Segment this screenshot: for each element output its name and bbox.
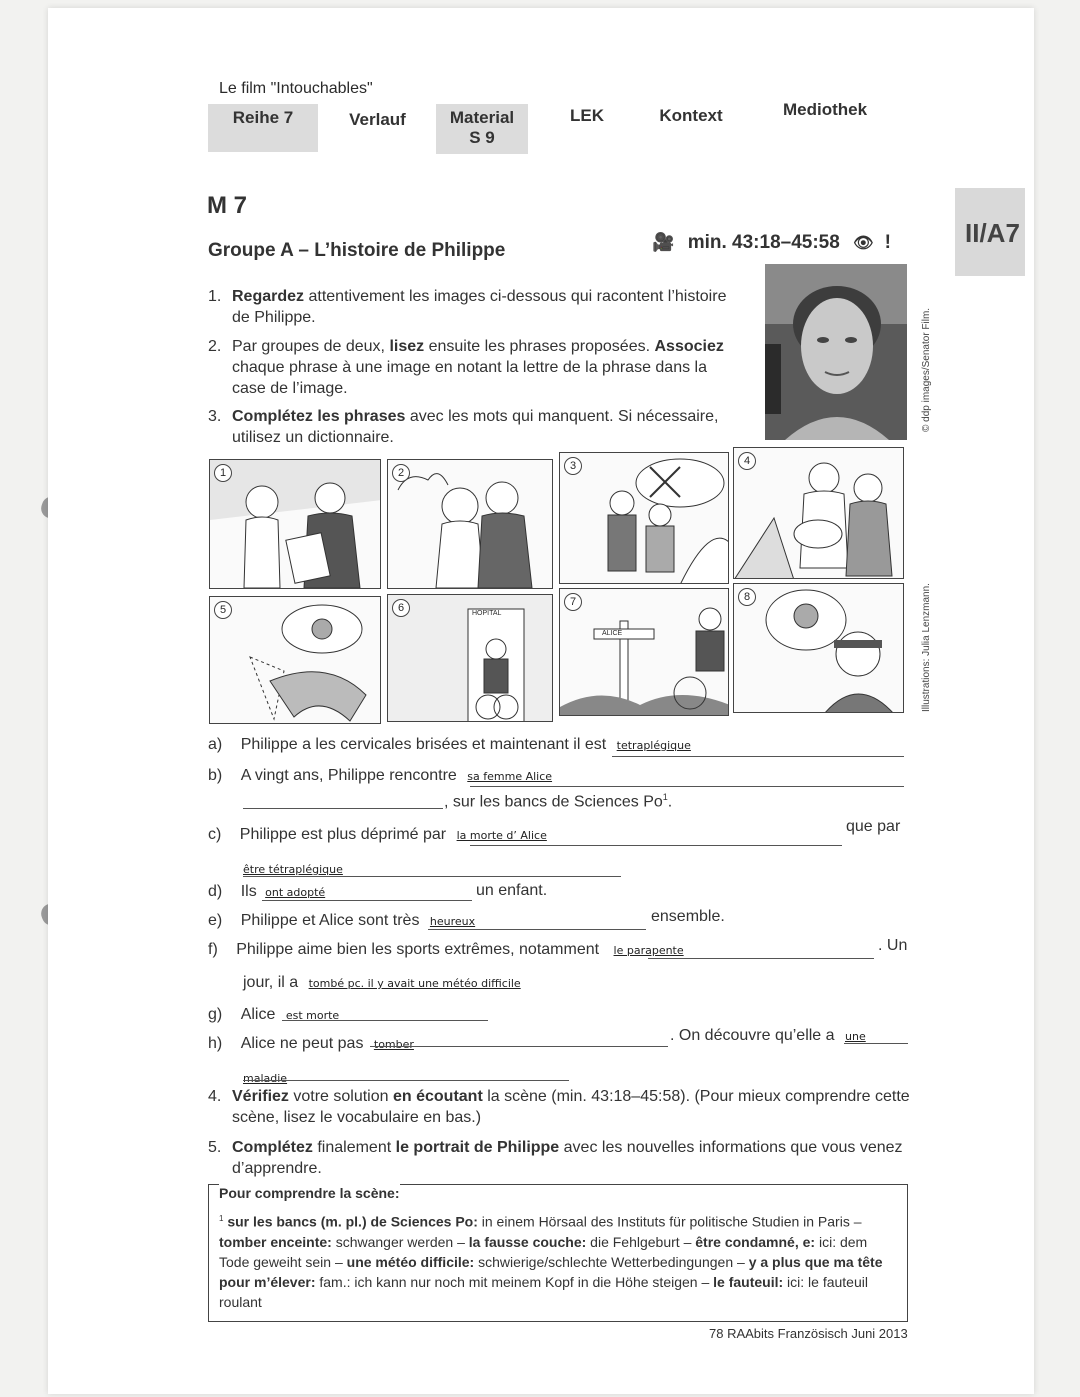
answer-line-c [470, 845, 842, 846]
comic-panel-8 [733, 583, 904, 713]
panel-8-number: 8 [738, 588, 756, 606]
answer-line-c2 [243, 876, 621, 877]
material-mark: M 7 [207, 192, 248, 219]
answer-f2[interactable]: tombé pc. il y avait une météo difficile [308, 977, 521, 990]
answer-g[interactable]: est morte [285, 1009, 340, 1022]
panel-5-drawing [210, 597, 381, 724]
exercise-a: a) Philippe a les cervicales brisées et maintenant il est tetraplégique [208, 736, 691, 753]
vocabulary-text: $^1$ sur les bancs (m. pl.) de Sciences Po: in einem Hörsaal des Instituts für politische Studien in Paris – tomber enceinte: schwanger werden – la fausse couche: die Fehlgeburt – être condamné, e: ici: dem Tode geweiht sein – une météo difficile: schwierige/schlechte Wetterbedingungen – y a plus que ma tête pour m’élever: fam.: ich kann nur noch mit meinem Kopf in die Höhe steigen – le fauteuil: ici: le fauteuil roulant [219, 1213, 883, 1310]
attention-mark: ! [884, 232, 891, 253]
panel-4-drawing [734, 448, 904, 579]
instruction-3: 3. Complétez les phrases avec les mots qui manquent. Si nécessaire, utilisez un dictionnaire. [208, 408, 719, 446]
instruction-2: 2. Par groupes de deux, lisez ensuite les phrases proposées. Associez chaque phrase à une image en notant la lettre de la phrase dans la case de l’image. [208, 338, 724, 397]
instruction-1: 1. Regardez attentivement les images ci-dessous qui racontent l’histoire de Philippe. [208, 288, 727, 326]
panel-5-number: 5 [214, 601, 232, 619]
film-title: Le film "Intouchables" [219, 80, 373, 97]
vocabulary-title: Pour comprendre la scène: [219, 1185, 400, 1201]
exercise-e: e) Philippe et Alice sont très heureux [208, 912, 476, 929]
answer-h2[interactable]: une [845, 1030, 866, 1043]
tab-kontext: Kontext [659, 106, 723, 125]
answer-line-d [262, 900, 472, 901]
grave-sign: ALICE [602, 630, 623, 637]
answer-c2[interactable]: être tétraplégique [243, 863, 343, 876]
time-range-row [652, 232, 891, 254]
panel-7-drawing [560, 589, 729, 716]
exercise-g: g) Alice est morte [208, 1006, 340, 1023]
answer-h3[interactable]: maladie [243, 1072, 288, 1085]
group-title: Groupe A – L’histoire de Philippe [208, 240, 506, 261]
exercise-c: c) Philippe est plus déprimé par la morte d’ Alice [208, 826, 547, 843]
instruction-4: 4. Vérifiez votre solution en écoutant la scène (min. 43:18–45:58). (Pour mieux comprendre cette scène, lisez le vocabulaire en bas.) [208, 1088, 910, 1126]
film-camera-icon: 🎥 [652, 232, 675, 252]
exercise-f-line2: jour, il a tombé pc. il y avait une météo difficile [243, 974, 521, 991]
answer-e[interactable]: heureux [429, 915, 476, 928]
side-tab: II/A7 [955, 188, 1025, 276]
panel-4-number: 4 [738, 452, 756, 470]
illustration-credit: Illustrations: Julia Lenzmann. [921, 583, 932, 712]
tab-lek: LEK [570, 106, 604, 125]
answer-d[interactable]: ont adopté [265, 886, 326, 899]
hospital-sign: HÔPITAL [472, 610, 502, 617]
answer-line-a [612, 756, 904, 757]
comic-panel-7 [559, 588, 729, 716]
answer-b[interactable]: sa femme Alice [467, 770, 553, 783]
panel-6-number: 6 [392, 599, 410, 617]
answer-line-e [428, 929, 646, 930]
exercise-d: d) Ils ont adopté [208, 883, 326, 900]
photo-illustration [765, 264, 907, 440]
panel-1-number: 1 [214, 464, 232, 482]
page-footer: 78 RAAbits Französisch Juni 2013 [709, 1326, 908, 1341]
exercise-c-que-par: que par [846, 818, 901, 835]
answer-h[interactable]: tomber [373, 1038, 414, 1051]
answer-a[interactable]: tetraplégique [616, 739, 691, 752]
answer-line-h [370, 1046, 668, 1047]
answer-line-h3 [243, 1080, 569, 1081]
comic-panel-3 [559, 452, 729, 584]
answer-line-g [282, 1020, 488, 1021]
panel-8-drawing [734, 584, 904, 713]
exercise-h-line2 [243, 1069, 287, 1087]
panel-3-number: 3 [564, 457, 582, 475]
vocabulary-box [208, 1184, 908, 1322]
exercise-h: h) Alice ne peut pas tomber [208, 1035, 414, 1052]
tab-material: Material S 9 [436, 104, 528, 154]
comic-panel-6 [387, 594, 553, 722]
panel-3-drawing [560, 453, 729, 584]
instruction-5: 5. Complétez finalement le portrait de Philippe avec les nouvelles informations que vous venez d’apprendre. [208, 1139, 903, 1177]
exercise-f: f) Philippe aime bien les sports extrêmes, notamment le parapente [208, 941, 684, 958]
panel-1-drawing [210, 460, 381, 589]
panel-7-number: 7 [564, 593, 582, 611]
answer-f[interactable]: le parapente [613, 944, 684, 957]
answer-line-b [470, 786, 904, 787]
exercise-b: b) A vingt ans, Philippe rencontre sa femme Alice [208, 767, 553, 784]
answer-c[interactable]: la morte d’ Alice [456, 829, 547, 842]
photo-credit: © ddp images/Senator Film. [921, 307, 932, 432]
tab-verlauf: Verlauf [349, 110, 406, 129]
comic-panel-5 [209, 596, 381, 724]
exercise-b-continued: , sur les bancs de Sciences Po$^1$. [444, 792, 673, 811]
tab-mediothek: Mediothek [782, 100, 868, 119]
panel-6-drawing [388, 595, 553, 722]
exercise-f-un: . Un [878, 937, 908, 954]
panel-2-drawing [388, 460, 553, 589]
exercise-h-continued: . On découvre qu’elle a une [670, 1027, 866, 1044]
answer-line-b2 [243, 808, 443, 809]
answer-line-f [648, 958, 874, 959]
exercise-d-continued: un enfant. [476, 882, 548, 899]
panel-2-number: 2 [392, 464, 410, 482]
comic-panel-4 [733, 447, 904, 579]
time-range: min. 43:18–45:58 [687, 232, 840, 253]
tab-reihe: Reihe 7 [208, 104, 318, 152]
comic-panel-1 [209, 459, 381, 589]
exercise-e-continued: ensemble. [651, 908, 725, 925]
philippe-photo [765, 264, 907, 440]
eye-icon: 👁 [853, 235, 874, 252]
comic-panel-2 [387, 459, 553, 589]
answer-line-h2 [844, 1043, 908, 1044]
